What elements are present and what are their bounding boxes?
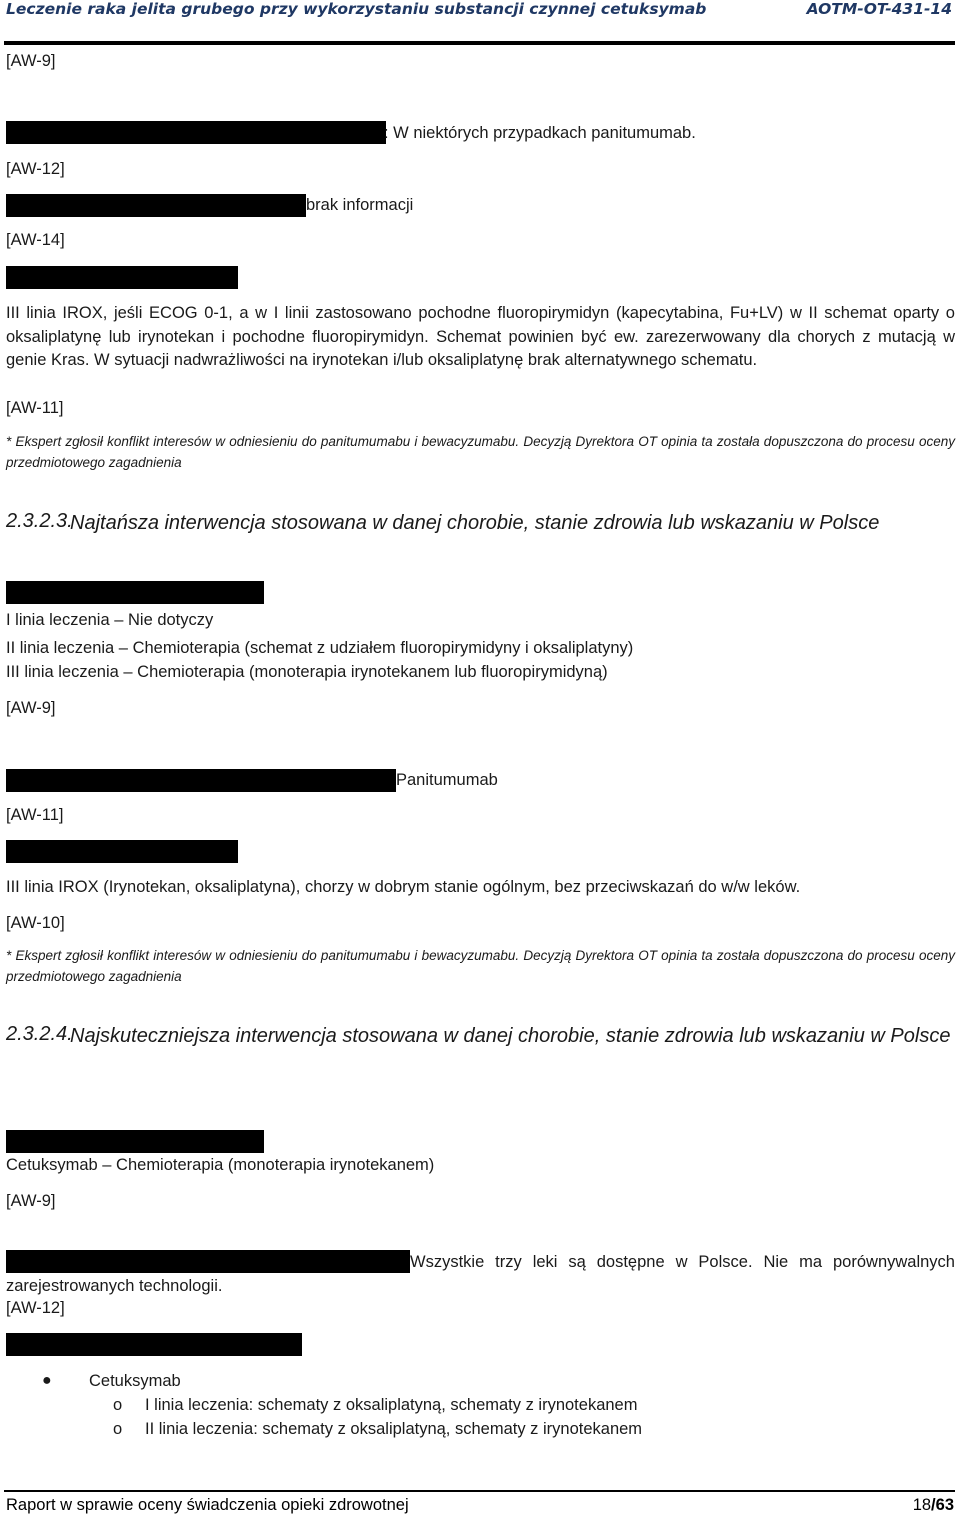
ref-aw11-b: [AW-11] xyxy=(6,806,64,824)
list-subitem-1: I linia leczenia: schematy z oksaliplatyną, schematy z irynotekanem xyxy=(145,1396,638,1414)
ref-aw10: [AW-10] xyxy=(6,914,65,932)
footer-rule xyxy=(4,1490,955,1492)
list-subitem-2: II linia leczenia: schematy z oksaliplatyną, schematy z irynotekanem xyxy=(145,1420,643,1438)
panitumumab-label: Panitumumab xyxy=(396,771,498,789)
conflict-note-2: * Ekspert zgłosił konflikt interesów w odniesieniu do panitumumabu i bewacyzumabu. Decyzją Dyrektora OT opinia ta została dopuszczona do procesu oceny przedmiotowego zagadnienia xyxy=(6,948,955,984)
ref-aw9-bottom: [AW-9] xyxy=(6,1192,56,1210)
brak-informacji: brak informacji xyxy=(306,196,414,214)
bullet-icon: ● xyxy=(42,1372,52,1389)
conflict-note-1: * Ekspert zgłosił konflikt interesów w odniesieniu do panitumumabu i bewacyzumabu. Decyzją Dyrektora OT opinia ta została dopuszczona do procesu oceny przedmiotowego zagadnienia xyxy=(6,434,955,470)
redacted-block xyxy=(6,769,396,792)
header-rule xyxy=(4,41,955,45)
redacted-block xyxy=(6,1130,264,1153)
ref-aw9-mid: [AW-9] xyxy=(6,699,56,717)
section-title-2324 xyxy=(70,1023,955,1049)
redacted-block xyxy=(6,121,386,144)
sub-marker-1: o xyxy=(113,1396,123,1414)
available-note xyxy=(6,1251,955,1298)
page-separator: / xyxy=(931,1496,936,1514)
redacted-block xyxy=(6,581,264,604)
sub-marker-2: o xyxy=(113,1420,123,1438)
header-code: AOTM-OT-431-14 xyxy=(806,0,952,18)
redacted-block xyxy=(6,266,238,289)
ref-aw9-top: [AW-9] xyxy=(6,52,56,70)
section-number-2324: 2.3.2.4. xyxy=(6,1023,73,1045)
list-item-cetuksymab: Cetuksymab xyxy=(89,1372,181,1390)
line-first: I linia leczenia – Nie dotyczy xyxy=(6,611,214,629)
cetuksymab-line: Cetuksymab – Chemioterapia (monoterapia irynotekanem) xyxy=(6,1156,435,1174)
ref-aw12-top: [AW-12] xyxy=(6,160,65,178)
section-title-text: Najskuteczniejsza interwencja stosowana w danej chorobie, stanie zdrowia lub wskazaniu w Polsce xyxy=(70,1025,951,1047)
ref-aw11-a: [AW-11] xyxy=(6,399,64,417)
available-note-text: Wszystkie trzy leki są dostępne w Polsce. Nie ma porównywalnych zarejestrowanych technologii. xyxy=(6,1253,955,1295)
line-third: III linia leczenia – Chemioterapia (monoterapia irynotekanem lub fluoropirymidyną) xyxy=(6,663,608,681)
ref-aw14: [AW-14] xyxy=(6,231,65,249)
section-number-2323: 2.3.2.3. xyxy=(6,510,73,532)
footer-report: Raport w sprawie oceny świadczenia opieki zdrowotnej xyxy=(6,1496,409,1514)
redacted-block xyxy=(6,840,238,863)
footer-page xyxy=(913,1496,954,1515)
redacted-block xyxy=(6,1333,302,1356)
section-title-text: Najtańsza interwencja stosowana w danej chorobie, stanie zdrowia lub wskazaniu w Polsce xyxy=(70,512,880,534)
section-title-2323 xyxy=(70,510,950,536)
header-title: Leczenie raka jelita grubego przy wykorzystaniu substancji czynnej cetuksymab xyxy=(6,0,707,18)
irox-line: III linia IROX (Irynotekan, oksaliplatyna), chorzy w dobrym stanie ogólnym, bez przeciwskazań do w/w leków. xyxy=(6,878,801,896)
panitumumab-note: : W niektórych przypadkach panitumumab. xyxy=(384,124,696,142)
redacted-block xyxy=(6,194,306,217)
line-second: II linia leczenia – Chemioterapia (schemat z udziałem fluoropirymidyny i oksaliplatyny) xyxy=(6,639,634,657)
page-current: 18 xyxy=(912,1496,932,1514)
ref-aw12-bottom: [AW-12] xyxy=(6,1299,65,1317)
irox-paragraph: III linia IROX, jeśli ECOG 0-1, a w I linii zastosowano pochodne fluoropirymidyn (kapecytabina, Fu+LV) w II schemat oparty o oksaliplatynę lub irynotekan i pochodne fluoropirymidyn. Schemat powinien być ew. zarezerwowany dla chorych z mutacją w genie Kras. W sytuacji nadwrażliwości na irynotekan i/lub oksaliplatynę brak alternatywnego schematu. xyxy=(6,304,955,369)
page-total: 63 xyxy=(935,1496,954,1514)
